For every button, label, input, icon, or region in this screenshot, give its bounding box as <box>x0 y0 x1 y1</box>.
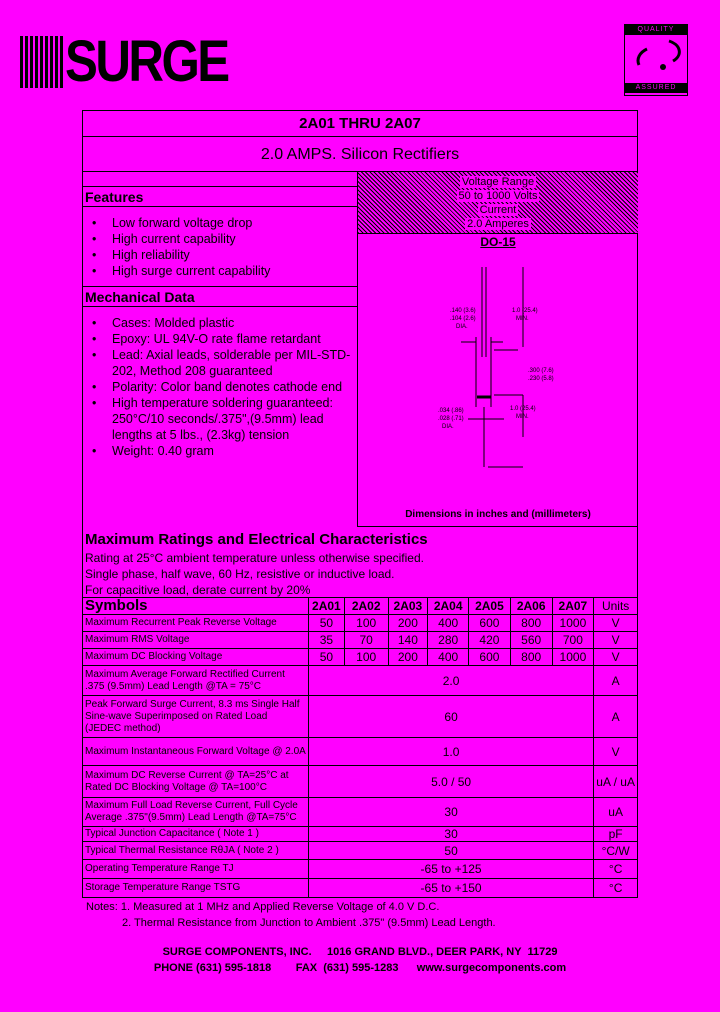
row-unit: °C/W <box>594 842 638 860</box>
dim-lead-bottom-min: MIN. <box>516 414 529 420</box>
row-value: 35 <box>308 632 344 649</box>
dim-body-dia-max: .140 (3.6) <box>450 308 476 314</box>
mechanical-item: • Cases: Molded plastic <box>92 315 357 331</box>
row-unit: °C <box>594 879 638 898</box>
table-header-row <box>83 598 638 615</box>
row-value: 420 <box>469 632 511 649</box>
header-2a01: 2A01 <box>308 598 344 615</box>
row-label: Maximum RMS Voltage <box>83 632 309 649</box>
header-2a02: 2A02 <box>344 598 388 615</box>
quality-swoosh-icon <box>625 35 687 79</box>
current-label: Current <box>479 204 517 216</box>
dim-body-len-min: .230 (5.8) <box>528 376 554 382</box>
voltage-range-box <box>358 172 638 234</box>
table-row <box>83 666 638 696</box>
package-name: DO-15 <box>480 235 516 249</box>
quality-assured-logo <box>624 24 688 96</box>
row-value: 70 <box>344 632 388 649</box>
row-label: Maximum Instantaneous Forward Voltage @ 2.0A <box>83 738 309 766</box>
row-unit: °C <box>594 860 638 879</box>
dim-lead-top-min: MIN. <box>516 316 529 322</box>
row-value: 200 <box>388 615 428 632</box>
row-value: 100 <box>344 649 388 666</box>
dim-lead-top: 1.0 (25.4) <box>512 308 538 314</box>
row-unit: V <box>594 615 638 632</box>
row-value: 2.0 <box>308 666 593 696</box>
row-unit: uA <box>594 798 638 827</box>
header-2a07: 2A07 <box>552 598 594 615</box>
quality-bottom: ASSURED <box>625 83 687 93</box>
row-value: 140 <box>388 632 428 649</box>
mechanical-item: • High temperature soldering guaranteed: 250°C/10 seconds/.375",(9.5mm) lead lengths at 5 lbs., (2.3kg) tension <box>92 395 357 443</box>
row-value: 60 <box>308 696 593 738</box>
package-panel <box>357 172 638 527</box>
table-row <box>83 649 638 666</box>
footer <box>82 944 638 976</box>
row-unit: V <box>594 632 638 649</box>
row-value: 600 <box>469 615 511 632</box>
row-label: Operating Temperature Range TJ <box>83 860 309 879</box>
mechanical-item: • Weight: 0.40 gram <box>92 443 357 459</box>
table-row <box>83 766 638 798</box>
quality-top: QUALITY <box>625 25 687 35</box>
row-unit: uA / uA <box>594 766 638 798</box>
row-value: 560 <box>510 632 552 649</box>
notes <box>86 899 496 931</box>
header-units: Units <box>594 598 638 615</box>
table-row <box>83 632 638 649</box>
row-label: Maximum DC Blocking Voltage <box>83 649 309 666</box>
row-unit: V <box>594 738 638 766</box>
row-value: 30 <box>308 827 593 842</box>
table-row <box>83 615 638 632</box>
row-value: 600 <box>469 649 511 666</box>
row-value: 100 <box>344 615 388 632</box>
row-value: 400 <box>428 615 469 632</box>
mechanical-item: • Polarity: Color band denotes cathode end <box>92 379 357 395</box>
feature-item: • Low forward voltage drop <box>92 215 357 231</box>
header-2a04: 2A04 <box>428 598 469 615</box>
row-unit: V <box>594 649 638 666</box>
row-label: Maximum DC Reverse Current @ TA=25°C at Rated DC Blocking Voltage @ TA=100°C <box>83 766 309 798</box>
table-row <box>83 842 638 860</box>
row-value: -65 to +125 <box>308 860 593 879</box>
row-label: Typical Junction Capacitance ( Note 1 ) <box>83 827 309 842</box>
table-row <box>83 738 638 766</box>
surge-logo <box>20 29 256 94</box>
note-2: 2. Thermal Resistance from Junction to Ambient .375" (9.5mm) Lead Length. <box>122 917 496 929</box>
ratings-heading: Maximum Ratings and Electrical Characteristics <box>85 531 428 548</box>
dim-body-dia-min: .104 (2.6) <box>450 316 476 322</box>
row-value: 1000 <box>552 649 594 666</box>
row-value: 50 <box>308 649 344 666</box>
features-section <box>82 186 357 279</box>
table-row <box>83 827 638 842</box>
row-unit: pF <box>594 827 638 842</box>
row-value: 5.0 / 50 <box>308 766 593 798</box>
mechanical-heading: Mechanical Data <box>82 286 357 307</box>
row-value: 800 <box>510 649 552 666</box>
dim-body-len-max: .300 (7.6) <box>528 368 554 374</box>
page-subtitle: 2.0 AMPS. Silicon Rectifiers <box>82 137 638 172</box>
ratings-note: Single phase, half wave, 60 Hz, resistive or inductive load. <box>85 567 395 581</box>
ratings-table <box>82 597 638 898</box>
dim-lead-dia-label: DIA. <box>442 424 454 430</box>
package-outline-diagram <box>398 267 598 487</box>
footer-contact: PHONE (631) 595-1818 FAX (631) 595-1283 www.surgecomponents.com <box>153 962 567 974</box>
logo-bars-icon <box>20 36 63 88</box>
table-row <box>83 879 638 898</box>
dim-body-dia-label: DIA. <box>456 324 468 330</box>
table-row <box>83 696 638 738</box>
row-value: -65 to +150 <box>308 879 593 898</box>
row-value: 700 <box>552 632 594 649</box>
row-value: 50 <box>308 615 344 632</box>
note-1: Notes: 1. Measured at 1 MHz and Applied Reverse Voltage of 4.0 V D.C. <box>86 901 440 913</box>
row-value: 200 <box>388 649 428 666</box>
page-title: 2A01 THRU 2A07 <box>82 110 638 137</box>
row-label: Typical Thermal Resistance RθJA ( Note 2 ) <box>83 842 309 860</box>
range-value: 50 to 1000 Volts <box>458 190 538 202</box>
header-2a06: 2A06 <box>510 598 552 615</box>
ratings-note: Rating at 25°C ambient temperature unless otherwise specified. <box>85 551 424 565</box>
feature-item: • High surge current capability <box>92 263 357 279</box>
row-label: Maximum Average Forward Rectified Current .375 (9.5mm) Lead Length @TA = 75°C <box>83 666 309 696</box>
ratings-section <box>82 530 638 598</box>
header-2a03: 2A03 <box>388 598 428 615</box>
dim-lead-dia-min: .028 (.71) <box>438 416 464 422</box>
row-value: 280 <box>428 632 469 649</box>
row-label: Maximum Recurrent Peak Reverse Voltage <box>83 615 309 632</box>
footer-address: SURGE COMPONENTS, INC. 1016 GRAND BLVD., DEER PARK, NY 11729 <box>162 946 558 958</box>
row-unit: A <box>594 666 638 696</box>
row-value: 1000 <box>552 615 594 632</box>
table-row <box>83 798 638 827</box>
ratings-note: For capacitive load, derate current by 20% <box>85 583 311 597</box>
mechanical-item: • Epoxy: UL 94V-O rate flame retardant <box>92 331 357 347</box>
row-value: 30 <box>308 798 593 827</box>
features-heading: Features <box>82 186 357 207</box>
dimensions-note: Dimensions in inches and (millimeters) <box>405 509 591 520</box>
row-label: Peak Forward Surge Current, 8.3 ms Single Half Sine-wave Superimposed on Rated Load (JEDEC method) <box>83 696 309 738</box>
dim-lead-dia-max: .034 (.86) <box>438 408 464 414</box>
table-row <box>83 860 638 879</box>
row-value: 1.0 <box>308 738 593 766</box>
row-label: Maximum Full Load Reverse Current, Full Cycle Average .375"(9.5mm) Lead Length @TA=75°C <box>83 798 309 827</box>
dim-lead-bottom: 1.0 (25.4) <box>510 406 536 412</box>
feature-item: • High reliability <box>92 247 357 263</box>
feature-item: • High current capability <box>92 231 357 247</box>
range-label: Voltage Range <box>461 176 535 188</box>
logo-text: SURGE <box>65 29 228 94</box>
row-unit: A <box>594 696 638 738</box>
current-value: 2.0 Amperes <box>467 218 529 230</box>
mechanical-item: • Lead: Axial leads, solderable per MIL-STD-202, Method 208 guaranteed <box>92 347 357 379</box>
row-label: Storage Temperature Range TSTG <box>83 879 309 898</box>
mechanical-section <box>82 286 357 459</box>
row-value: 50 <box>308 842 593 860</box>
row-value: 800 <box>510 615 552 632</box>
row-value: 400 <box>428 649 469 666</box>
header-2a05: 2A05 <box>469 598 511 615</box>
header-symbols: Symbols <box>83 598 309 615</box>
